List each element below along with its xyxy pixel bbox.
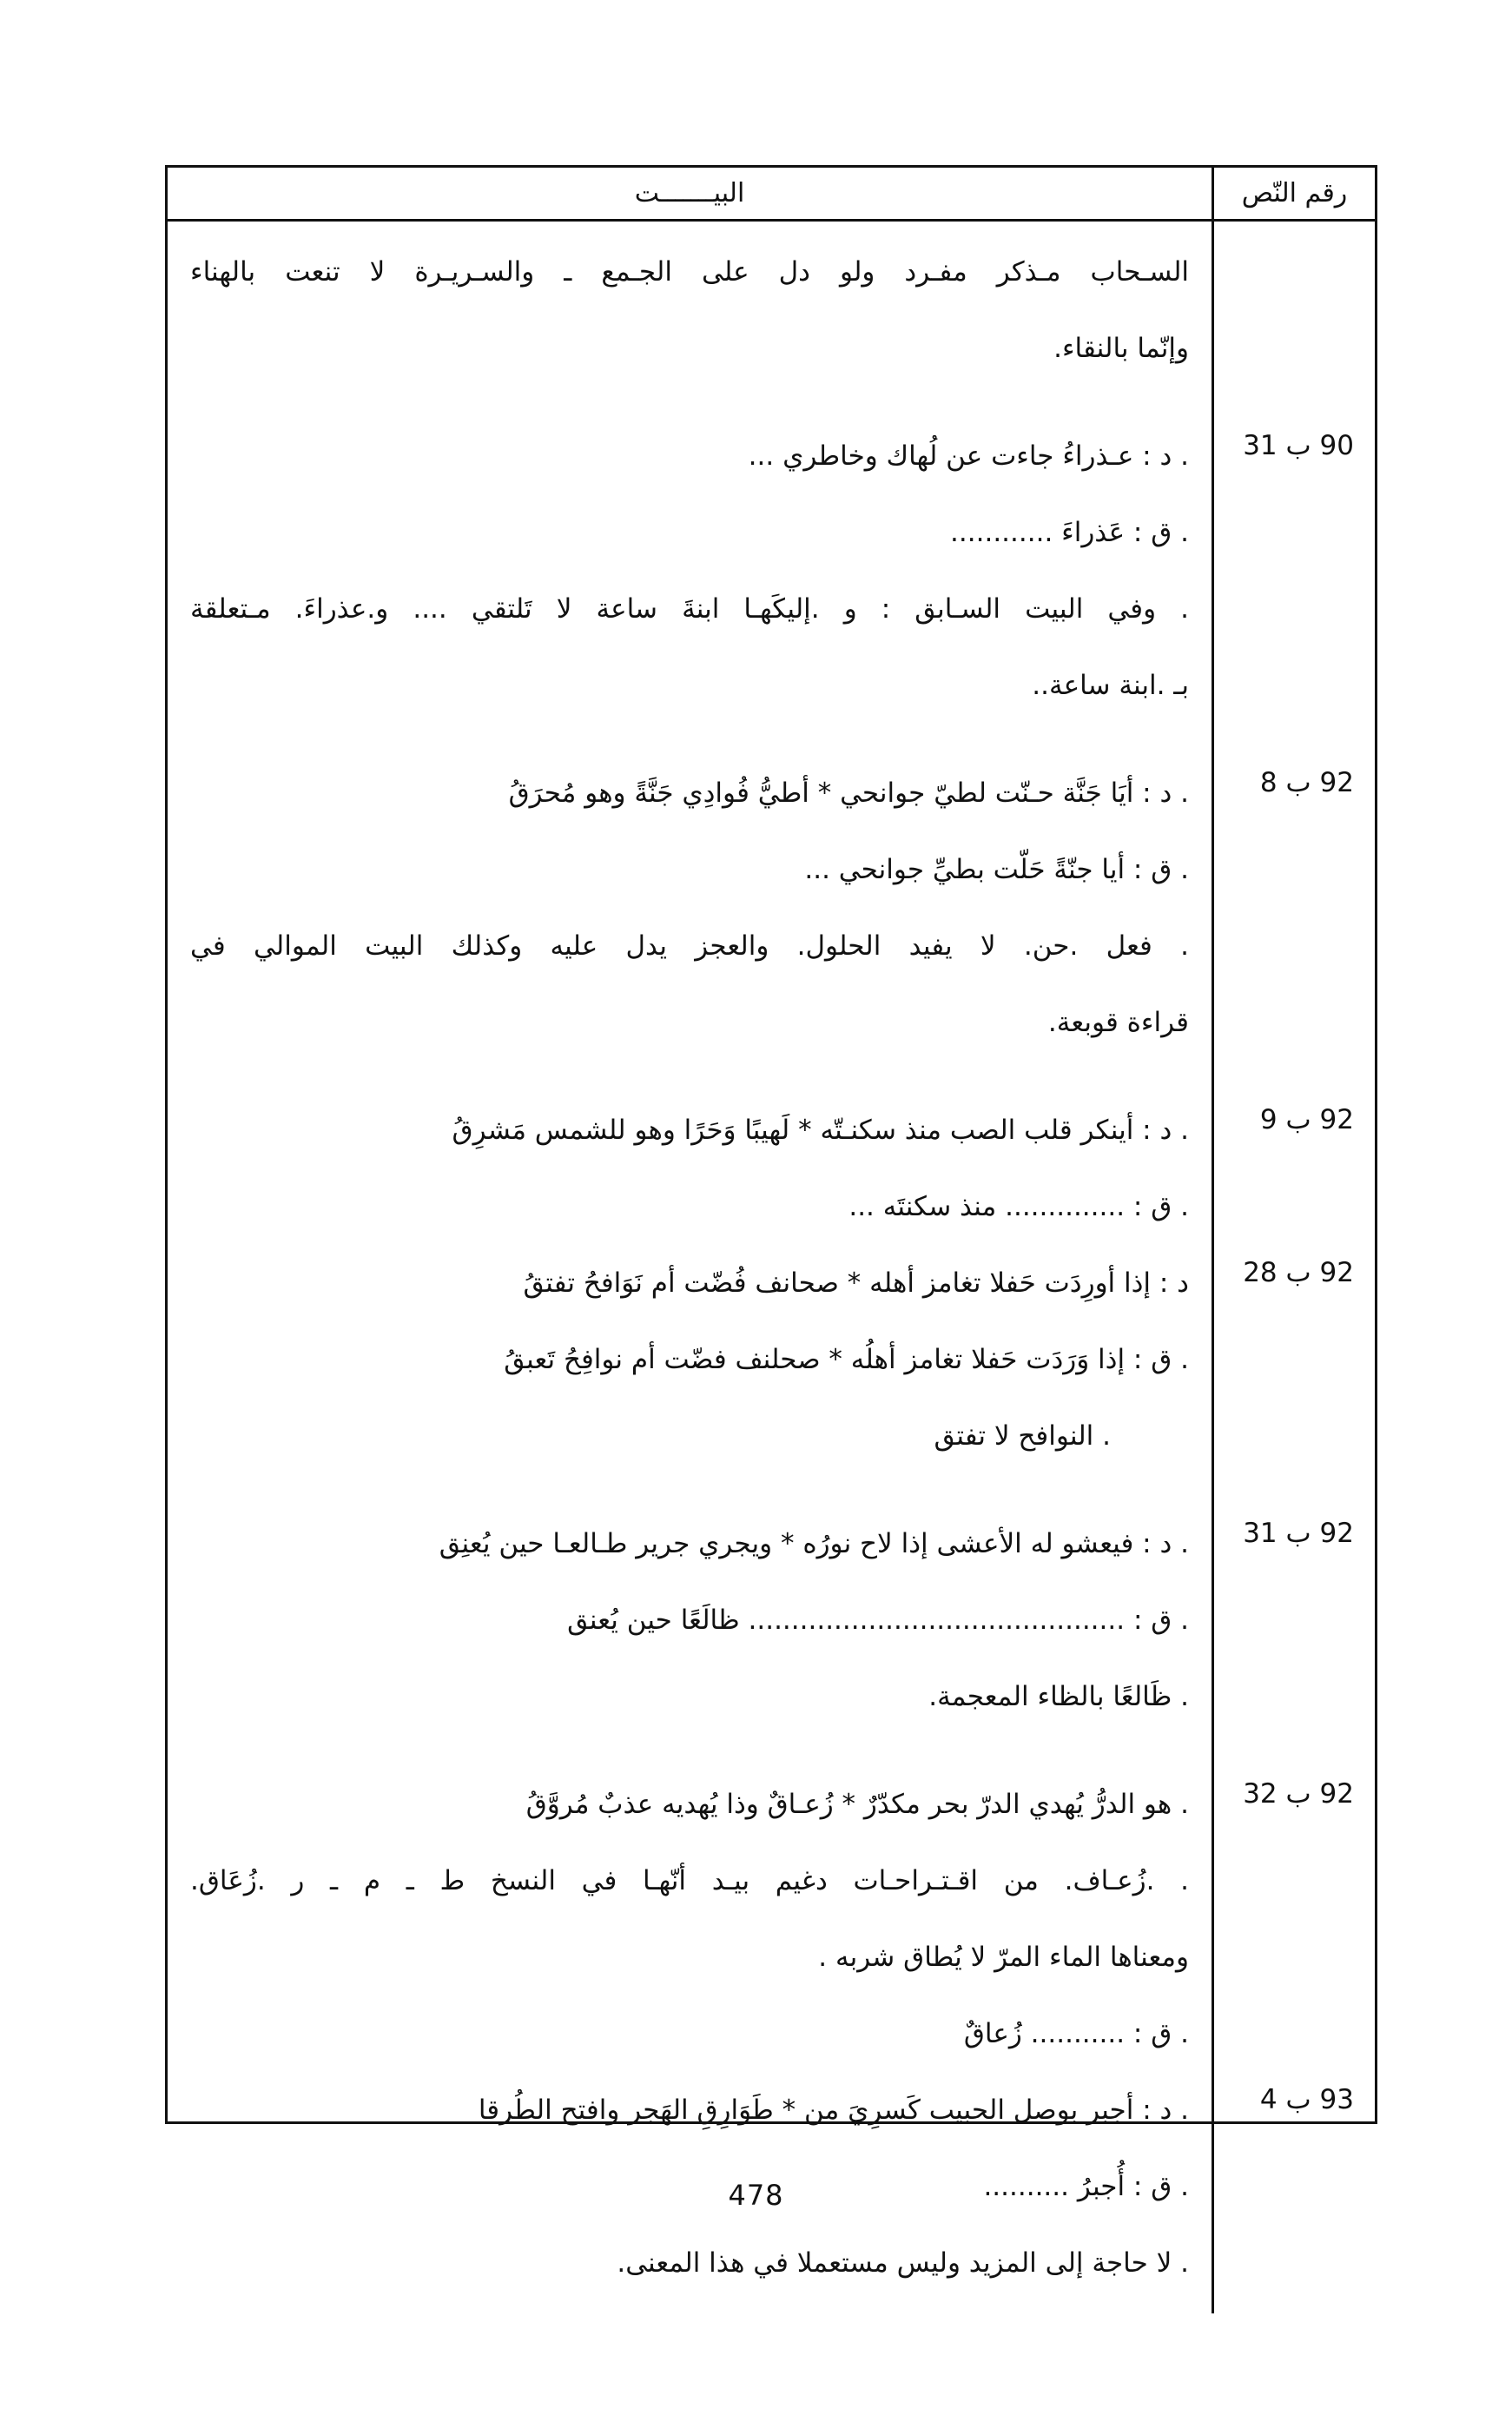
entry-line: . ق : عَذراءَ ............ — [950, 517, 1189, 548]
entry-line: . ق : إذا وَرَدَت حَفلا تغامز أهلُه * صحلنف فضّت أم نوافِحُ تَعبقُ — [504, 1344, 1189, 1375]
entry-line: . النوافح لا تفتق — [934, 1420, 1111, 1452]
entry-line: . ق : أُجبرُ .......... — [983, 2171, 1189, 2202]
text-number: 92 ب 9 — [1259, 1104, 1354, 1135]
header-verse: البيـــــــت — [168, 168, 1212, 222]
entry-line: . د : أيَا جَنَّة حـنّت لطيّ جوانحي * أطيُّ فُوادِي جَنَّةً وهو مُحرَقُ — [508, 778, 1189, 809]
entry-line: . وفي البيت السـابق : و .إليكَهـا ابنةَ ساعة لا تَلتقي .... و.عذراءَ. مـتعلقة — [190, 593, 1189, 625]
verse-column — [168, 222, 1212, 2313]
entry-line: السـحاب مـذكر مفـرد ولو دل على الجـمع ـ والسـريـرة لا تنعت بالهناء — [190, 256, 1189, 288]
page-number: 478 — [728, 2179, 784, 2212]
entry-line: . د : أينكر قلب الصب منذ سكنـتّه * لَهيبًا وَحَرًا وهو للشمس مَشرِقُ — [452, 1115, 1189, 1146]
entry-line: . فعل .حن. لا يفيد الحلول. والعجز يدل عليه وكذلك البيت الموالي في — [190, 930, 1189, 962]
entry-line: . ق : ........... زُعاقٌ — [963, 2018, 1189, 2049]
entry-line: . لا حاجة إلى المزيد وليس مستعملا في هذا المعنى. — [617, 2247, 1189, 2279]
entry-line: ومعناها الماء المرّ لا يُطاق شربه . — [818, 1942, 1189, 1973]
entry-line: . د : فيعشو له الأعشى إذا لاح نورُه * ويجري جرير طـالعـا حين يُعنِق — [439, 1528, 1189, 1559]
entry-line: . ق : ............................................ ظالَعًا حين يُعنق — [567, 1605, 1189, 1636]
text-number: 92 ب 8 — [1259, 767, 1354, 798]
entry-line: د : إذا أورِدَت حَفلا تغامز أهله * صحانف فُضّت أم نَوَافحُ تفتقُ — [523, 1267, 1189, 1299]
text-number-column — [1212, 222, 1375, 2313]
text-number: 93 ب 4 — [1259, 2084, 1354, 2115]
entry-line: . د : عـذراءُ جاءت عن لُهاك وخاطري ... — [748, 440, 1189, 472]
entry-line: . ظَالعًا بالظاء المعجمة. — [928, 1681, 1189, 1712]
entry-line: بـ .ابنة ساعة.. — [1032, 670, 1189, 701]
text-number: 92 ب 32 — [1243, 1778, 1354, 1810]
entry-line: . د : أجبر بوصل الحبيب كَسرِيَ من * طَوَارِقِ الهَجر وافتح الطُرقا — [478, 2094, 1189, 2126]
entry-line: . .زُعـاف. من اقـتـراحـات دغيم بيـد أنّهـا في النسخ ط ـ م ـ ر .زُعَاق. — [190, 1865, 1189, 1896]
entry-line: . ق : .............. منذ سكنتَه ... — [848, 1191, 1189, 1222]
text-number: 92 ب 28 — [1243, 1257, 1354, 1288]
entry-line: . هو الدرُّ يُهدي الدرّ بحر مكدّرٌ * زُعـاقٌ وذا يُهديه عذبٌ مُروَّقُ — [525, 1789, 1189, 1820]
text-number: 92 ب 31 — [1243, 1518, 1354, 1549]
entry-line: وإنّما بالنقاء. — [1053, 333, 1189, 364]
text-number: 90 ب 31 — [1243, 430, 1354, 461]
header-text-number: رقم النّص — [1212, 168, 1375, 222]
entry-line: . ق : أيا جنّةً حَلّت بطيِّ جوانحي ... — [804, 854, 1189, 885]
entry-line: قراءة قوبعة. — [1047, 1007, 1189, 1038]
